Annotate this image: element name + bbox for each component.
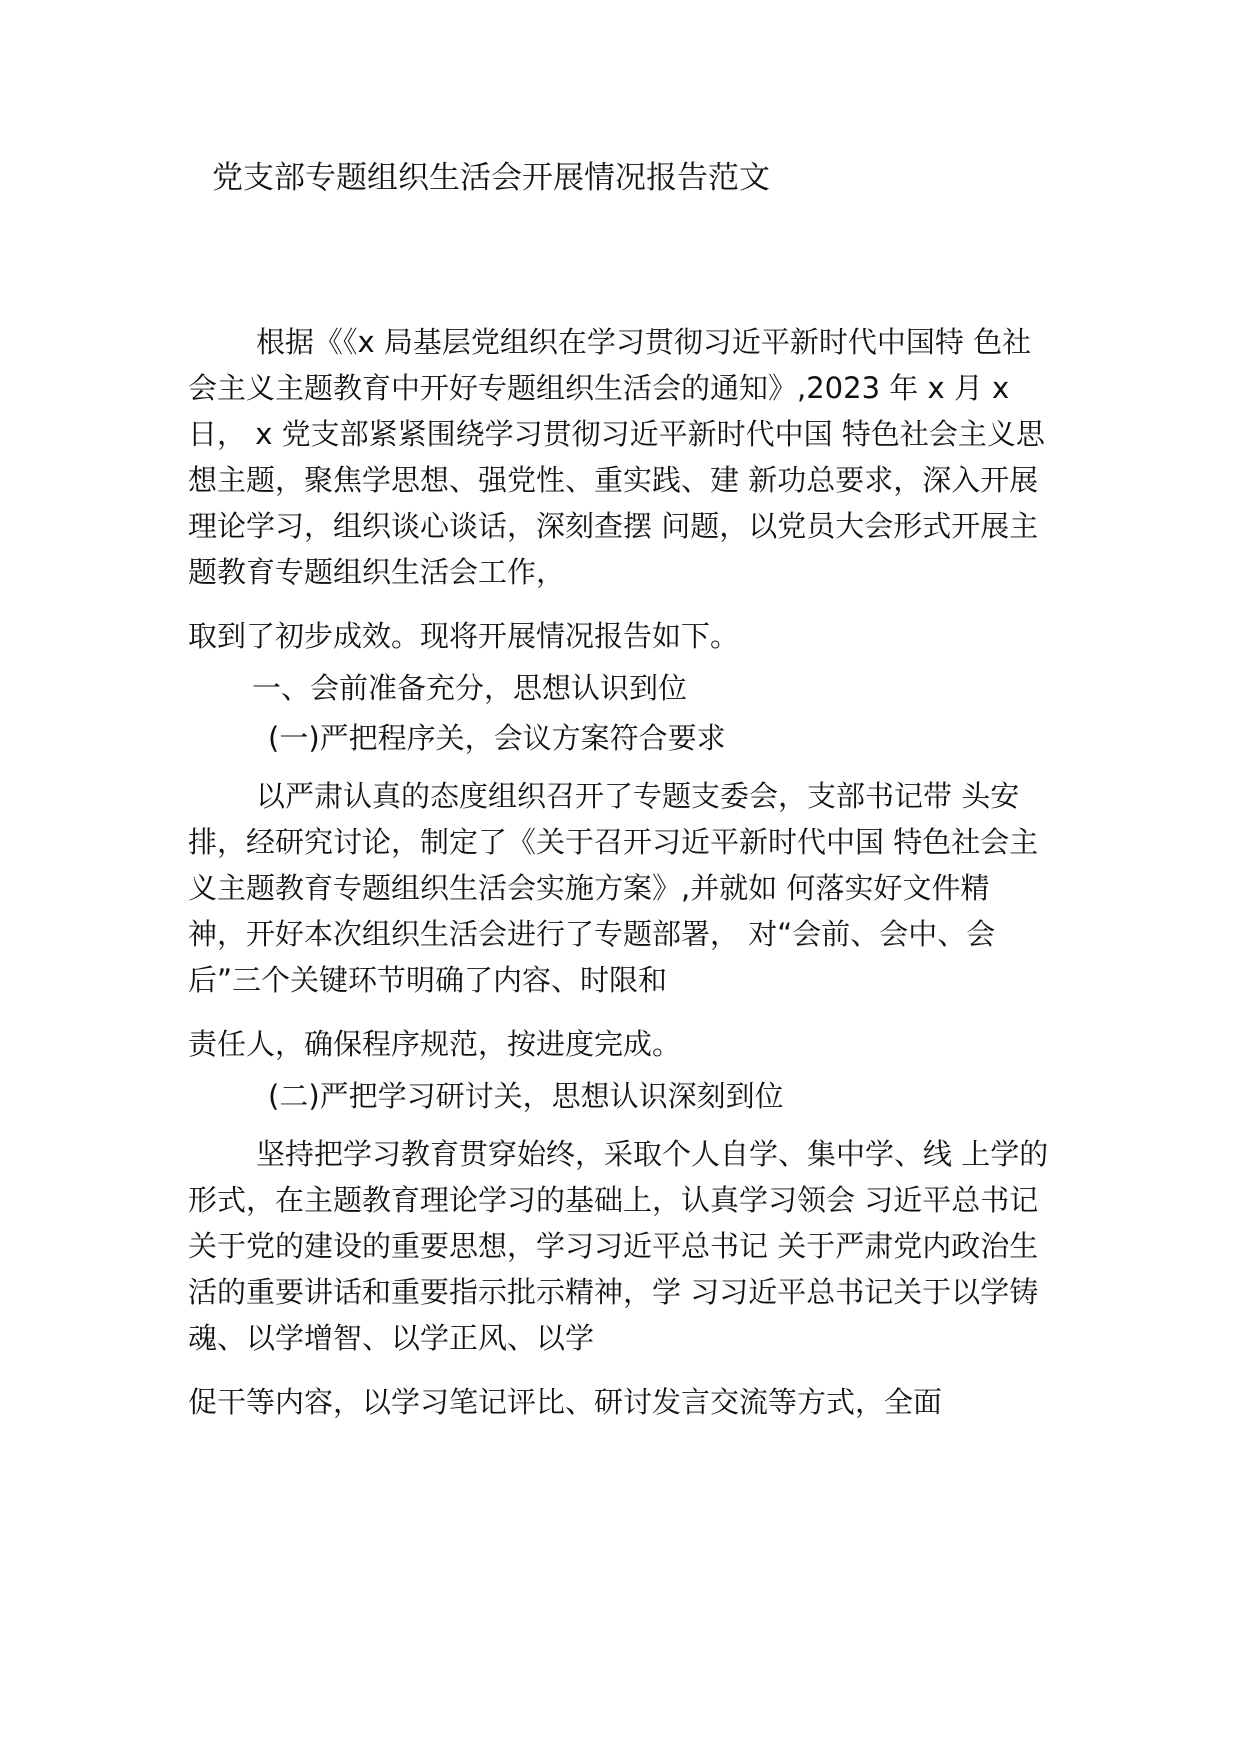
section-heading: 一、会前准备充分，思想认识到位: [252, 671, 688, 705]
paragraph-line: 坚持把学习教育贯穿始终，采取个人自学、集中学、线 上学的: [256, 1137, 1049, 1171]
paragraph-line: 魂、以学增智、以学正风、以学: [188, 1321, 595, 1355]
paragraph-line: 理论学习，组织谈心谈话，深刻查摆 问题，以党员大会形式开展主: [188, 509, 1039, 543]
paragraph-line: 日， x 党支部紧紧围绕学习贯彻习近平新时代中国 特色社会主义思: [188, 417, 1045, 451]
paragraph-line: 关于党的建设的重要思想，学习习近平总书记 关于严肃党内政治生: [188, 1229, 1039, 1263]
paragraph-line: 想主题，聚焦学思想、强党性、重实践、建 新功总要求，深入开展: [188, 463, 1039, 497]
document-title: 党支部专题组织生活会开展情况报告范文: [212, 160, 770, 196]
paragraph-line: 形式，在主题教育理论学习的基础上，认真学习领会 习近平总书记: [188, 1183, 1039, 1217]
paragraph-line: 后”三个关键环节明确了内容、时限和: [188, 963, 668, 997]
paragraph-line: 排，经研究讨论，制定了《关于召开习近平新时代中国 特色社会主: [188, 825, 1039, 859]
paragraph-line: 促干等内容，以学习笔记评比、研讨发言交流等方式，全面: [188, 1385, 943, 1419]
subsection-heading: (一)严把程序关，会议方案符合要求: [268, 721, 726, 755]
paragraph-line: 根据《《x 局基层党组织在学习贯彻习近平新时代中国特 色社: [256, 325, 1032, 359]
paragraph-line: 题教育专题组织生活会工作，: [188, 555, 566, 589]
paragraph-line: 活的重要讲话和重要指示批示精神，学 习习近平总书记关于以学铸: [188, 1275, 1039, 1309]
paragraph-line: 以严肃认真的态度组织召开了专题支委会，支部书记带 头安: [256, 779, 1020, 813]
paragraph-line: 责任人，确保程序规范，按进度完成。: [188, 1027, 682, 1061]
paragraph-line: 义主题教育专题组织生活会实施方案》,并就如 何落实好文件精: [188, 871, 990, 905]
paragraph-line: 会主义主题教育中开好专题组织生活会的通知》,2023 年 x 月 x: [188, 371, 1010, 405]
subsection-heading: (二)严把学习研讨关，思想认识深刻到位: [268, 1079, 784, 1113]
paragraph-line: 神，开好本次组织生活会进行了专题部署， 对“会前、会中、会: [188, 917, 996, 951]
paragraph-line: 取到了初步成效。现将开展情况报告如下。: [188, 619, 740, 653]
